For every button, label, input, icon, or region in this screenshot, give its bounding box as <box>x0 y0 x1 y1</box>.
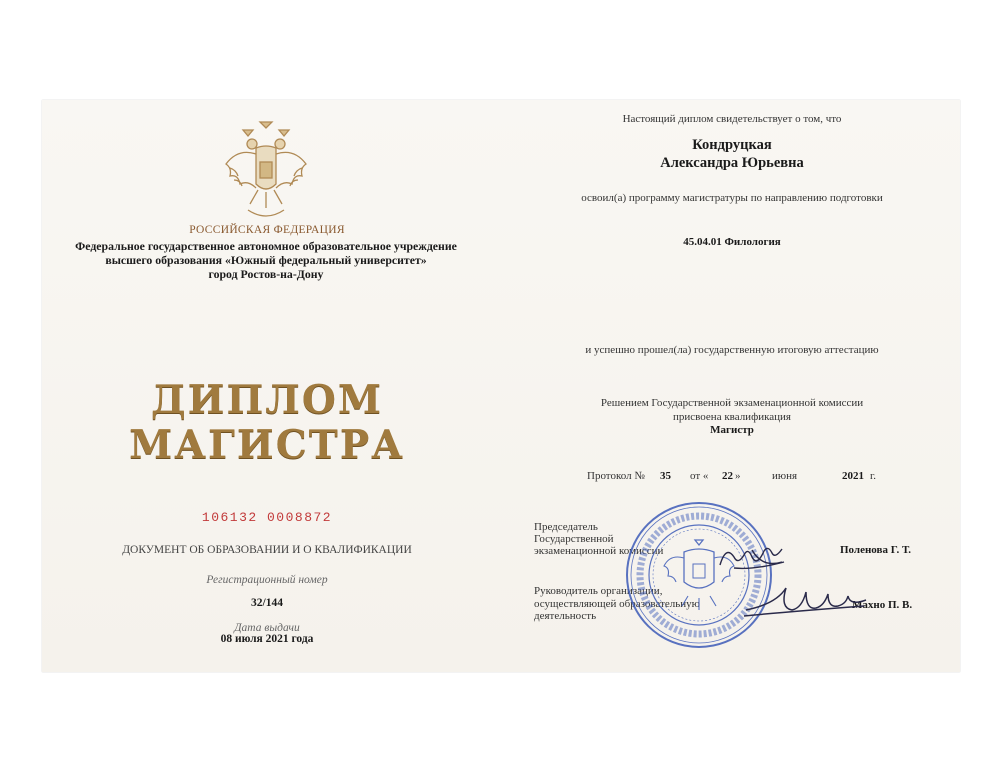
chair-signature-icon <box>712 540 802 575</box>
issue-date-label: Дата выдачи <box>234 622 300 634</box>
head-signature-icon <box>742 580 872 620</box>
diploma-title-line: МАГИСТРА <box>129 422 405 468</box>
chair-name: Поленова Г. Т. <box>840 544 911 556</box>
protocol-label: Протокол № <box>587 470 645 482</box>
diploma-title <box>82 378 452 468</box>
graduate-surname: Кондруцкая <box>692 137 772 153</box>
document-caption: ДОКУМЕНТ ОБ ОБРАЗОВАНИИ И О КВАЛИФИКАЦИИ <box>122 544 412 556</box>
serial-number: 106132 0008872 <box>201 510 333 525</box>
specialty: 45.04.01 Филология <box>683 236 781 248</box>
chair-label: экзаменационной комиссии <box>534 545 664 557</box>
protocol-month: июня <box>772 470 798 482</box>
protocol-number: 35 <box>660 470 671 482</box>
protocol-day: 22 <box>722 470 733 482</box>
organization-line: город Ростов-на-Дону <box>208 267 324 281</box>
protocol-row <box>587 470 907 490</box>
attestation-text: и успешно прошел(ла) государственную итоговую аттестацию <box>585 344 879 356</box>
head-label: деятельность <box>534 610 597 622</box>
program-text: освоил(а) программу магистратуры по направлению подготовки <box>581 192 883 204</box>
qualification: Магистр <box>710 424 754 436</box>
issue-date: 08 июля 2021 года <box>220 633 314 645</box>
chair-label: Председатель <box>534 521 598 533</box>
organization-line: Федеральное государственное автономное образовательное учреждение <box>75 239 457 253</box>
head-name: Махно П. В. <box>852 599 913 611</box>
registration-label: Регистрационный номер <box>206 574 328 586</box>
decision-text: Решением Государственной экзаменационной комиссии <box>600 397 864 409</box>
chair-label: Государственной <box>534 533 614 545</box>
head-label: осуществляющей образовательную <box>534 598 700 610</box>
graduate-given-names: Александра Юрьевна <box>660 155 804 171</box>
diploma-document <box>42 100 960 672</box>
registration-number: 32/144 <box>251 597 283 609</box>
head-label: Руководитель организации, <box>534 585 663 597</box>
protocol-from-label: от « <box>690 470 709 482</box>
intro-text: Настоящий диплом свидетельствует о том, что <box>622 113 842 125</box>
decision-text: присвоена квалификация <box>673 411 791 423</box>
protocol-year-suffix: г. <box>870 470 877 482</box>
organization-line: высшего образования «Южный федеральный университет» <box>105 253 427 267</box>
protocol-year: 2021 <box>842 470 864 482</box>
russian-coat-of-arms-icon <box>218 118 314 228</box>
official-seal-icon <box>624 500 774 650</box>
organization-name <box>56 239 476 281</box>
country-name: РОССИЙСКАЯ ФЕДЕРАЦИЯ <box>189 224 345 236</box>
protocol-day-close: » <box>735 470 741 482</box>
diploma-title-line: ДИПЛОМ <box>151 377 383 423</box>
